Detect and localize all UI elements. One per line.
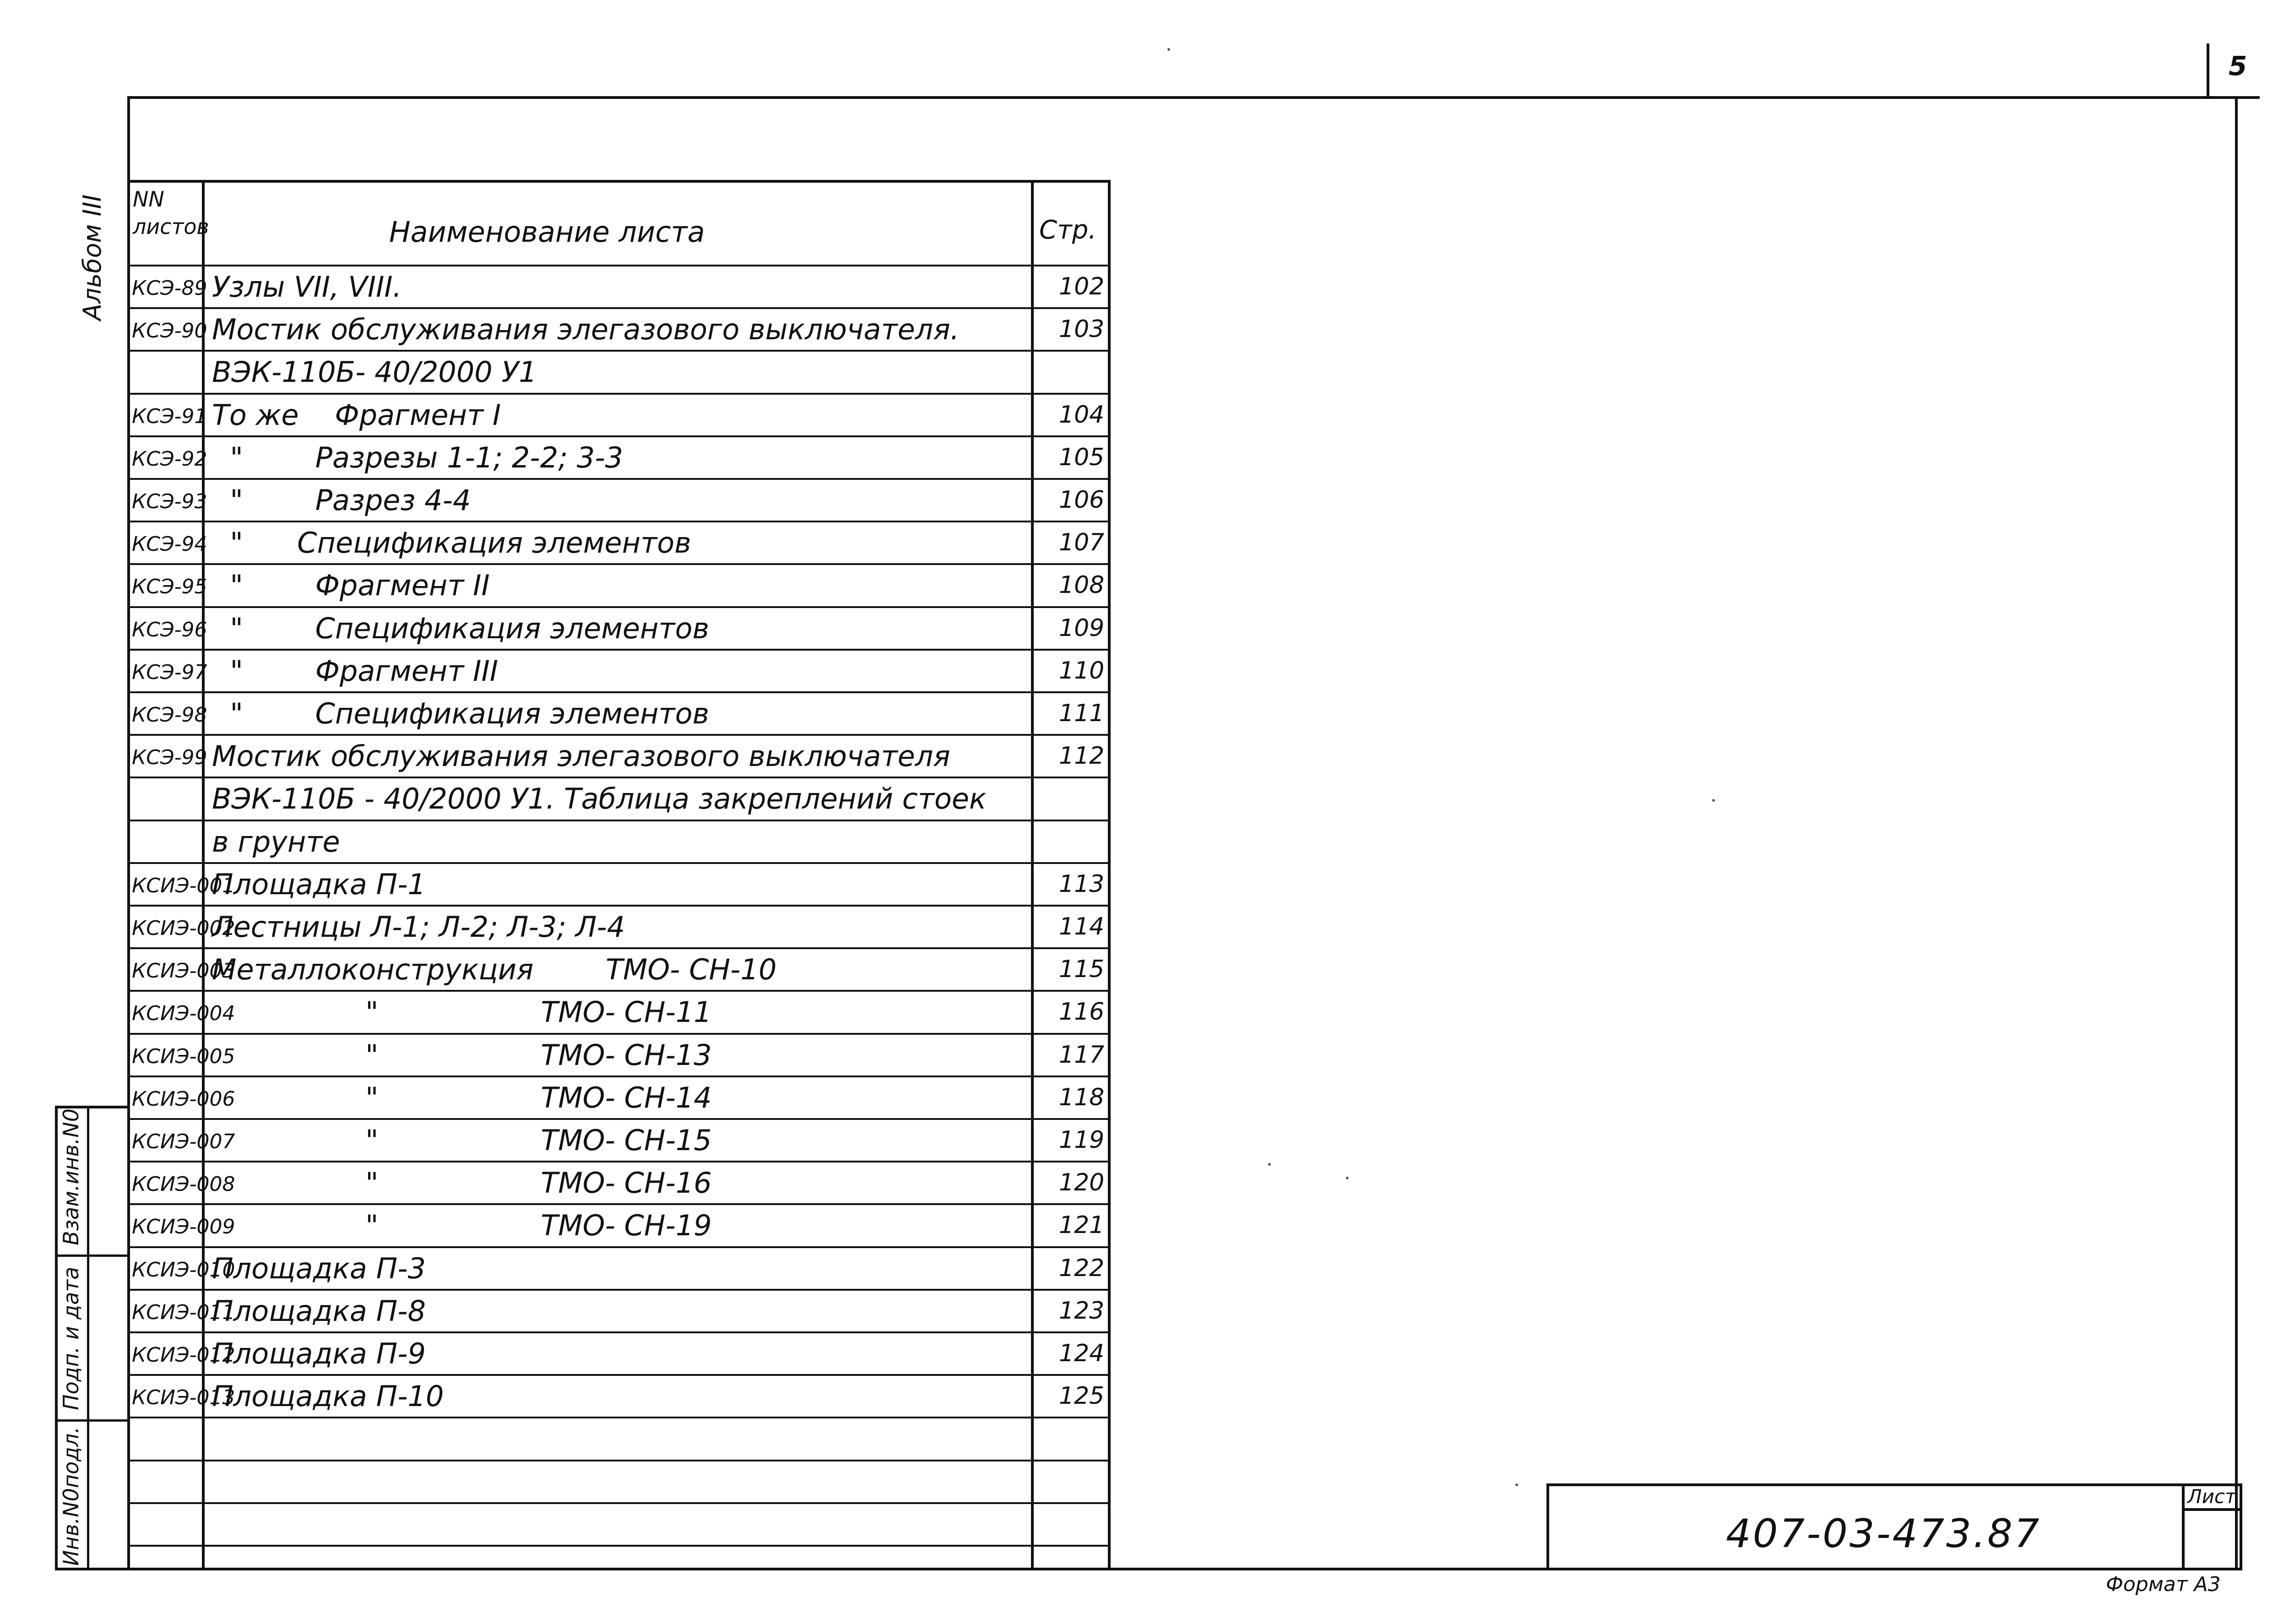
sheet-code: КСИЭ-005 xyxy=(132,1045,235,1068)
sheet-code: КСИЭ-004 xyxy=(132,1002,235,1025)
sheet-page: 107 xyxy=(1059,529,1105,556)
sheet-page: 124 xyxy=(1059,1340,1105,1367)
sheet-title: Металлоконструкция ТМО- СН-10 xyxy=(212,953,777,986)
side-stamp-line xyxy=(55,1255,128,1257)
side-stamp-replacement-inv: Взам.инв.N0 xyxy=(59,1108,83,1245)
header-page: Стр. xyxy=(1039,215,1097,245)
table-row xyxy=(127,265,1111,307)
format-label: Формат А3 xyxy=(2106,1573,2221,1596)
sheet-page: 120 xyxy=(1059,1169,1105,1196)
sheet-label: Лист xyxy=(2187,1485,2236,1508)
sheet-title: Мостик обслуживания элегазового выключателя xyxy=(212,739,950,773)
sheet-page: 102 xyxy=(1059,273,1105,300)
sheet-code: КСЭ-95 xyxy=(132,575,207,598)
table-row xyxy=(127,820,1111,862)
header-nn: NN xyxy=(133,187,164,212)
sheet-title: " Спецификация элементов xyxy=(212,612,710,645)
sheet-title: " Спецификация элементов xyxy=(212,697,710,730)
speck xyxy=(1346,1177,1349,1179)
sheet-page: 112 xyxy=(1059,742,1105,770)
sheet-title: То же Фрагмент I xyxy=(212,398,501,432)
table-row xyxy=(127,691,1111,734)
side-stamp-line xyxy=(55,1419,128,1422)
sheet-code: КСИЭ-013 xyxy=(132,1386,235,1409)
table-row-line xyxy=(127,1417,1111,1418)
title-block-divider xyxy=(2182,1508,2242,1511)
sheet-title: ВЭК-110Б- 40/2000 У1 xyxy=(212,355,537,389)
table-row xyxy=(127,1075,1111,1118)
page-number-divider xyxy=(2207,43,2209,98)
sheet-page: 105 xyxy=(1059,444,1105,471)
table-row xyxy=(127,1161,1111,1203)
title-block-divider xyxy=(2182,1483,2185,1570)
sheet-title: " ТМО- СН-19 xyxy=(212,1209,712,1242)
sheet-code: КСЭ-97 xyxy=(132,661,207,684)
page-number: 5 xyxy=(2229,50,2247,81)
table-row-line xyxy=(127,1460,1111,1461)
table-row xyxy=(127,563,1111,606)
table-row xyxy=(127,649,1111,691)
sheet-page: 113 xyxy=(1059,870,1105,898)
sheet-title: Лестницы Л-1; Л-2; Л-3; Л-4 xyxy=(212,910,625,944)
side-stamp-divider xyxy=(87,1106,89,1570)
sheet-page: 109 xyxy=(1059,614,1105,642)
sheet-title: Площадка П-9 xyxy=(212,1337,426,1370)
sheet-code: КСИЭ-001 xyxy=(132,874,235,897)
table-row xyxy=(127,905,1111,947)
sheet-page: 118 xyxy=(1059,1084,1105,1111)
sheet-title: Площадка П-3 xyxy=(212,1252,426,1285)
album-label: Альбом III xyxy=(78,194,107,320)
speck xyxy=(1167,48,1170,51)
side-stamp-original-inv: Инв.N0подл. xyxy=(59,1427,83,1566)
sheet-code: КСИЭ-008 xyxy=(132,1173,235,1196)
table-row xyxy=(127,777,1111,819)
sheet-title: " ТМО- СН-14 xyxy=(212,1081,712,1114)
sheet-page: 119 xyxy=(1059,1126,1105,1154)
speck xyxy=(1712,799,1715,802)
table-row xyxy=(127,350,1111,392)
sheet-page: 116 xyxy=(1059,998,1105,1026)
sheet-code: КСЭ-99 xyxy=(132,746,207,769)
sheet-page: 111 xyxy=(1059,700,1105,727)
sheet-title: " ТМО- СН-16 xyxy=(212,1166,712,1200)
table-row xyxy=(127,606,1111,649)
sheet-code: КСИЭ-007 xyxy=(132,1130,235,1153)
table-row xyxy=(127,1203,1111,1246)
table-row xyxy=(127,1246,1111,1289)
table-row xyxy=(127,393,1111,435)
sheet-title: Узлы VII, VIII. xyxy=(212,270,402,304)
sheet-title: Мостик обслуживания элегазового выключателя. xyxy=(212,313,960,346)
sheet-title: ВЭК-110Б - 40/2000 У1. Таблица закреплений стоек xyxy=(212,782,987,815)
speck xyxy=(1268,1163,1271,1166)
sheet-title: " ТМО- СН-13 xyxy=(212,1038,712,1072)
sheet-page: 115 xyxy=(1059,956,1105,983)
header-sheets: листов xyxy=(133,214,209,239)
sheet-code: КСЭ-93 xyxy=(132,490,207,513)
sheet-code: КСИЭ-002 xyxy=(132,917,235,940)
table-row xyxy=(127,990,1111,1032)
sheet-page: 110 xyxy=(1059,657,1105,684)
sheet-code: КСЭ-94 xyxy=(132,532,207,556)
sheet-title: Площадка П-1 xyxy=(212,868,426,901)
table-top-border xyxy=(127,180,1111,183)
sheet-code: КСИЭ-010 xyxy=(132,1258,235,1282)
table-row xyxy=(127,1118,1111,1161)
sheet-code: КСЭ-92 xyxy=(132,447,207,471)
header-sheet-number xyxy=(133,185,209,240)
sheet-page: 117 xyxy=(1059,1041,1105,1069)
sheet-code: КСИЭ-011 xyxy=(132,1301,235,1324)
side-stamp-signature-date: Подп. и дата xyxy=(59,1266,83,1410)
sheet-page: 106 xyxy=(1059,486,1105,514)
table-row xyxy=(127,1033,1111,1075)
speck xyxy=(1515,1483,1518,1486)
table-row xyxy=(127,307,1111,350)
table-row xyxy=(127,1374,1111,1417)
sheet-code: КСЭ-91 xyxy=(132,405,207,428)
table-row xyxy=(127,435,1111,478)
sheet-title: " ТМО- СН-15 xyxy=(212,1124,712,1157)
table-row xyxy=(127,1289,1111,1331)
sheet-code: КСЭ-98 xyxy=(132,703,207,727)
sheet-title: " Фрагмент III xyxy=(212,654,499,688)
header-sheet-name: Наименование листа xyxy=(389,215,705,249)
sheet-page: 114 xyxy=(1059,913,1105,940)
table-row xyxy=(127,734,1111,777)
table-row-line xyxy=(127,1545,1111,1547)
sheet-page: 103 xyxy=(1059,315,1105,343)
table-row xyxy=(127,1331,1111,1374)
sheet-page: 104 xyxy=(1059,401,1105,429)
sheet-title: " ТМО- СН-11 xyxy=(212,995,712,1029)
table-row xyxy=(127,478,1111,521)
sheet-title: Площадка П-10 xyxy=(212,1380,444,1413)
sheet-code: КСЭ-89 xyxy=(132,277,207,300)
document-code: 407-03-473.87 xyxy=(1726,1511,2041,1557)
sheet-title: " Фрагмент II xyxy=(212,569,490,602)
table-row xyxy=(127,947,1111,990)
sheet-page: 108 xyxy=(1059,571,1105,599)
sheet-title: " Разрез 4-4 xyxy=(212,483,471,517)
sheet-code: КСИЭ-009 xyxy=(132,1215,235,1238)
sheet-title: в грунте xyxy=(212,825,340,858)
sheet-title: " Спецификация элементов xyxy=(212,526,691,559)
sheet-page: 122 xyxy=(1059,1255,1105,1282)
sheet-code: КСИЭ-003 xyxy=(132,959,235,983)
sheet-page: 121 xyxy=(1059,1211,1105,1239)
sheet-page: 123 xyxy=(1059,1297,1105,1325)
sheet-code: КСЭ-90 xyxy=(132,319,207,342)
sheet-code: КСЭ-96 xyxy=(132,618,207,641)
table-row xyxy=(127,862,1111,905)
sheet-code: КСИЭ-012 xyxy=(132,1343,235,1367)
sheet-page: 125 xyxy=(1059,1382,1105,1410)
table-row xyxy=(127,521,1111,563)
sheet-title: Площадка П-8 xyxy=(212,1294,426,1328)
sheet-title: " Разрезы 1-1; 2-2; 3-3 xyxy=(212,441,624,474)
table-row-line xyxy=(127,1502,1111,1504)
sheet-code: КСИЭ-006 xyxy=(132,1087,235,1111)
